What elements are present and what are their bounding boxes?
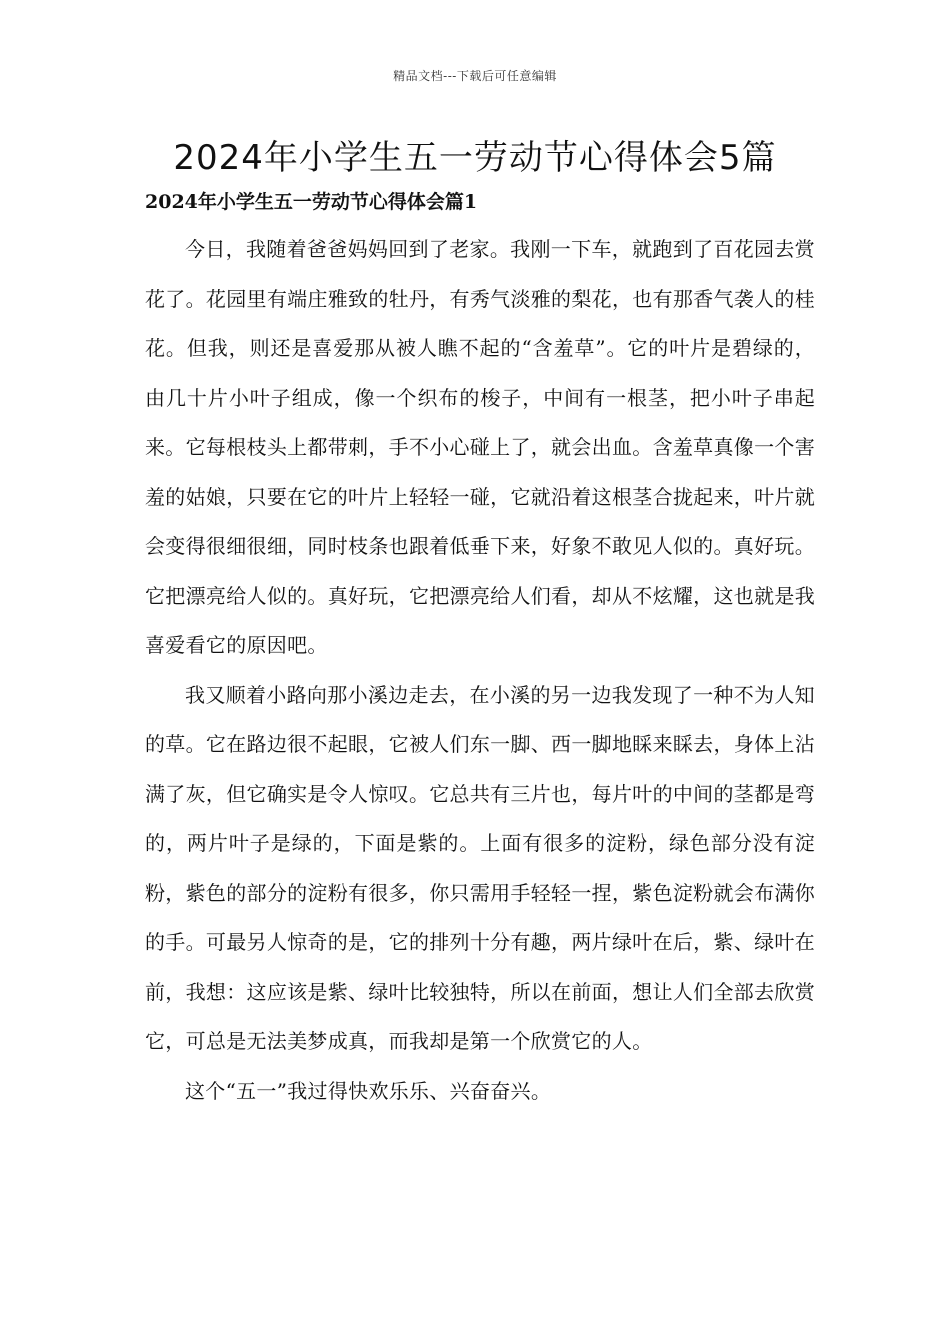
paragraph: 这个“五一”我过得快欢乐乐、兴奋奋兴。 — [185, 1078, 552, 1103]
paragraph: 今日，我随着爸爸妈妈回到了老家。我刚一下车，就跑到了百花园去赏花了。花园里有端庄雅致的牡丹，有秀气淡雅的梨花，也有那香气袭人的桂花。但我，则还是喜爱那从被人瞧不起的“含羞草”。它的叶片是碧绿的，由几十片小叶子组成，像一个织布的梭子，中间有一根茎，把小叶子串起来。它每根枝头上都带刺，手不小心碰上了，就会出血。含羞草真像一个害羞的姑娘，只要在它的叶片上轻轻一碰，它就沿着这根茎合拢起来，叶片就会变得很细很细，同时枝条也跟着低垂下来，好象不敢见人似的。真好玩。它把漂亮给人似的。真好玩，它把漂亮给人们看，却从不炫耀，这也就是我喜爱看它的原因吧。 — [145, 237, 815, 657]
document-title: 2024年小学生五一劳动节心得体会5篇 — [173, 138, 777, 178]
paragraph: 我又顺着小路向那小溪边走去，在小溪的另一边我发现了一种不为人知的草。它在路边很不起眼，它被人们东一脚、西一脚地睬来睬去，身体上沾满了灰，但它确实是令人惊叹。它总共有三片也，每片叶的中间的茎都是弯的，两片叶子是绿的，下面是紫的。上面有很多的淀粉，绿色部分没有淀粉，紫色的部分的淀粉有很多，你只需用手轻轻一捏，紫色淀粉就会布满你的手。可最另人惊奇的是，它的排列十分有趣，两片绿叶在后，紫、绿叶在前，我想：这应该是紫、绿叶比较独特，所以在前面，想让人们全部去欣赏它，可总是无法美梦成真，而我却是第一个欣赏它的人。 — [145, 682, 815, 1053]
article-body — [145, 225, 815, 1116]
header-note: 精品文档---下载后可任意编辑 — [393, 69, 557, 83]
section-heading: 2024年小学生五一劳动节心得体会篇1 — [145, 191, 478, 213]
